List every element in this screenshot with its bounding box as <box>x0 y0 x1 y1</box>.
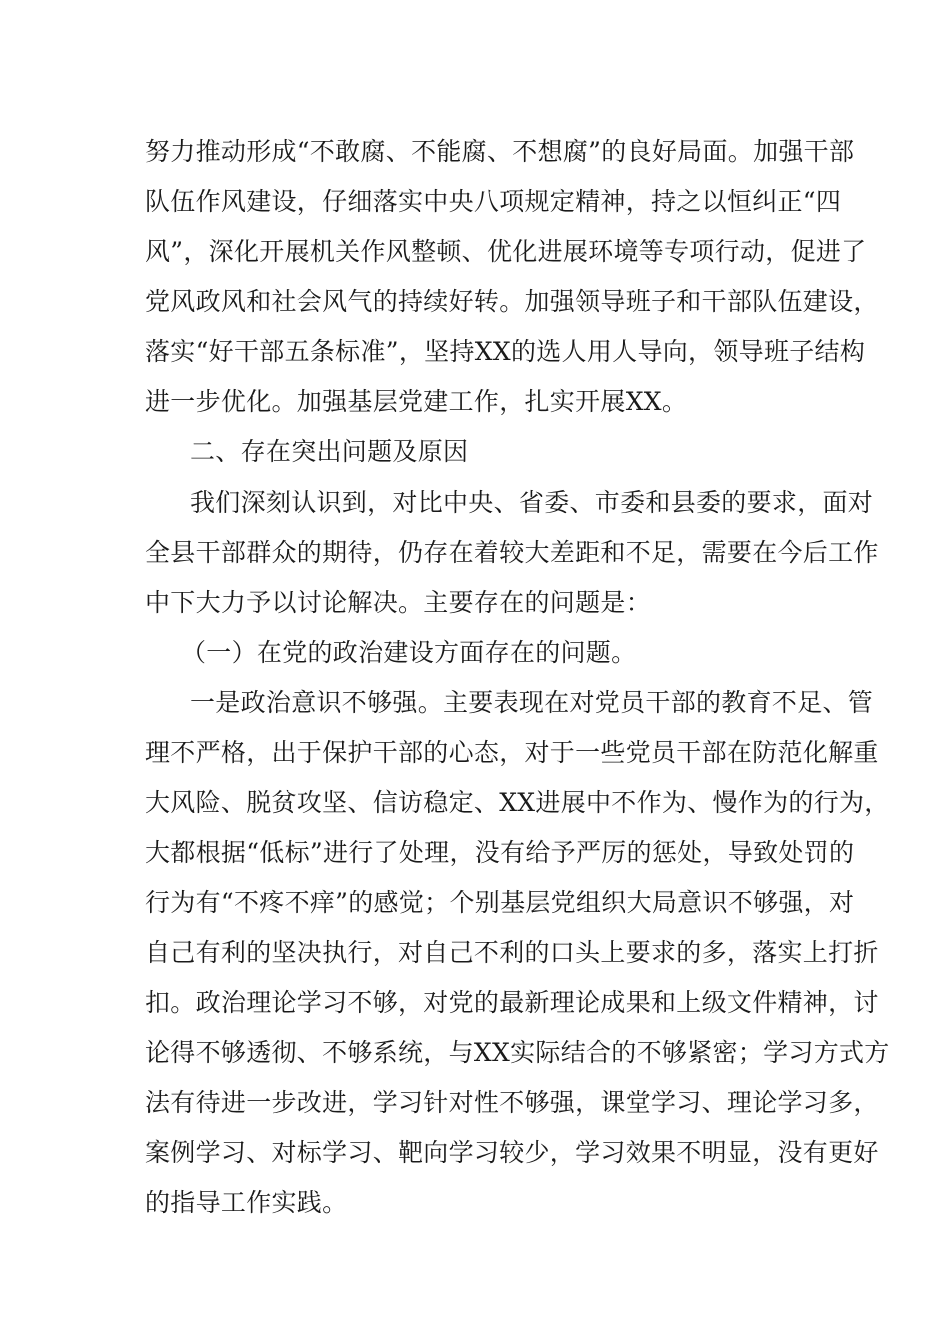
text-line: 理不严格，出于保护干部的心态，对于一些党员干部在防范化解重 <box>145 738 879 767</box>
text-line: 的指导工作实践。 <box>145 1188 348 1217</box>
text-line: 一是政治意识不够强。主要表现在对党员干部的教育不足、管 <box>190 688 874 717</box>
text-line: 大都根据“低标”进行了处理，没有给予严厉的惩处，导致处罚的 <box>145 838 855 867</box>
text-line: 自己有利的坚决执行，对自己不利的口头上要求的多，落实上打折 <box>145 938 879 967</box>
text-line: 法有待进一步改进，学习针对性不够强，课堂学习、理论学习多， <box>145 1088 879 1117</box>
text-line: 我们深刻认识到，对比中央、省委、市委和县委的要求，面对 <box>190 488 874 517</box>
text-line: 队伍作风建设，仔细落实中央八项规定精神，持之以恒纠正“四 <box>145 187 842 216</box>
text-line: 论得不够透彻、不够系统，与XX实际结合的不够紧密；学习方式方 <box>145 1038 890 1067</box>
text-line: 案例学习、对标学习、靶向学习较少，学习效果不明显，没有更好 <box>145 1138 879 1167</box>
text-line: 扣。政治理论学习不够，对党的最新理论成果和上级文件精神，讨 <box>145 988 879 1017</box>
text-line: 党风政风和社会风气的持续好转。加强领导班子和干部队伍建设， <box>145 287 879 316</box>
text-line: 大风险、脱贫攻坚、信访稳定、XX进展中不作为、慢作为的行为， <box>145 788 890 817</box>
text-line: 中下大力予以讨论解决。主要存在的问题是： <box>145 588 652 617</box>
section-heading: 二、存在突出问题及原因 <box>190 437 469 466</box>
subsection-heading: （一）在党的政治建设方面存在的问题。 <box>181 638 637 667</box>
text-line: 风”，深化开展机关作风整顿、优化进展环境等专项行动，促进了 <box>145 237 867 266</box>
text-line: 努力推动形成“不敢腐、不能腐、不想腐”的良好局面。加强干部 <box>145 137 855 166</box>
text-line: 进一步优化。加强基层党建工作，扎实开展XX。 <box>145 387 688 416</box>
text-line: 全县干部群众的期待，仍存在着较大差距和不足，需要在今后工作 <box>145 538 879 567</box>
text-line: 落实“好干部五条标准”，坚持XX的选人用人导向，领导班子结构 <box>145 337 866 366</box>
text-line: 行为有“不疼不痒”的感觉；个别基层党组织大局意识不够强，对 <box>145 888 855 917</box>
